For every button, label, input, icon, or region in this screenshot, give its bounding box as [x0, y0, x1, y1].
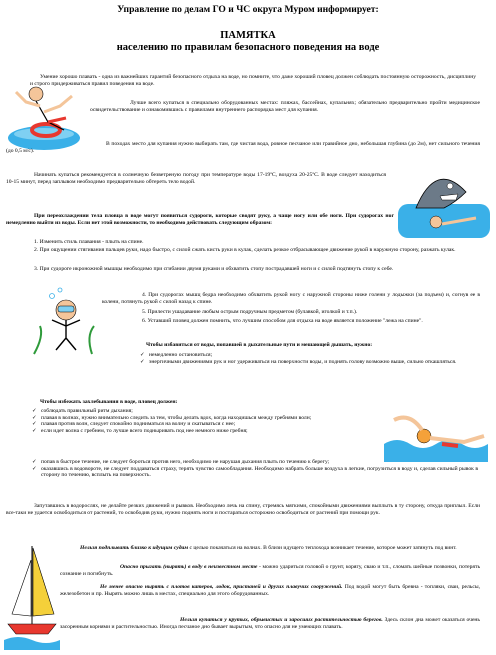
agency-header: Управление по делам ГО и ЧС округа Муром информирует: [117, 4, 379, 15]
breathing-item: ✓ энергичными движениями рук и ног удерживаться на поверхности воды, и поднять голову возможно выше, сильно откашляться. [138, 359, 480, 366]
final-emphasis-4: Нельзя купаться у крутых, обрывистых и заросших растительностью берегов. [180, 617, 383, 623]
final-emphasis-1: Нельзя подплывать близко к идущим судам [80, 545, 189, 551]
cramps-item-5: 5. Прилести ушадавание любым острым подручным предметом (булавкой, иголкой и т.п.). [142, 309, 358, 315]
final-paragraph-2 [60, 564, 480, 577]
final-emphasis-3: Не менее опасно нырять с плотов катеров, лодок, пристаней и других плавучих сооружений. [100, 584, 343, 590]
memo-subtitle: населению по правилам безопасного поведения на воде [116, 42, 380, 53]
intro-paragraph-4: Начинать купаться рекомендуется в солнечную безветреную погоду при температуре воды 17-19ºС, воздуха 20-25ºС. В воде следует находиться 10-15 минут, перед заплывом необходимо предварительно обтереть тело водой. [6, 172, 386, 185]
choking-item: ✓ попав в быстрое течение, не следует бороться против него, необходимо не нарушая дыхания плыть по течению к берегу; [30, 459, 478, 466]
cramps-item-3: 3. При судороге икроножной мышцы необходимо при сгибании двумя руками и обхватить стопу пострадавшей ноги и с силой подтянуть стопу к себе. [34, 266, 394, 272]
final-text-2: - можно удариться головой о грунт, корягу, сваю и т.п., сломать шейные позвонки, потерять сознание и погибнуть. [60, 564, 480, 577]
choking-list-top [30, 408, 378, 434]
final-emphasis-2: Опасно прыгать (нырять) в воду в неизвестном месте [120, 564, 258, 570]
cramps-item-4: 4. При судорогах мышц бедра необходимо обхватить рукой ногу с наружной стороны ниже голени у лодыжки (за подъем) и, согнув ее в колени, потянуть рукой с силой назад к спине. [102, 292, 480, 305]
choking-item: ✓ оказавшись в водовороте, не следует поддаваться страху, терять чувство самообладания. Необходимо набрать больше воздуха в легкие, погрузиться в воду и, сделав сильный рывок в сторону по течению, всплыть на поверхность. [30, 466, 478, 479]
intro-paragraph-2: Лучше всего купаться в специально оборудованных местах: пляжах, бассейнах, купальнях; обязательно предварительно пройти медицинское освидетельствование и ознакомившись с правилами внутреннего распорядка мест для купания. [90, 100, 480, 113]
final-text-4: Здесь склон дна может оказаться очень засоренным корнями и растительностью. Иногда песчаное дно бывает вырытым, что опасно для не умеющих плавать. [60, 617, 480, 630]
intro-paragraph-3: В походах место для купания нужно выбирать там, где чистая вода, ровное песчаное или гравийное дно, небольшая глубина (до 2м), нет сильного течения (до 0,5 м/с). [6, 141, 480, 154]
memo-title: ПАМЯТКА [220, 30, 276, 41]
final-text-1: с целью покачаться на волнах. В близи идущего теплохода возникает течение, которое может затянуть под винт. [188, 545, 457, 551]
choking-item: ✓ если идет волна с гребнем, то лучше всего подныривать под нее немного ниже гребня; [30, 428, 378, 435]
cramps-lead: При переохлаждении тела пловца в воде могут появиться судороги, которые сводят руку, а чаще ногу или обе ноги. При судорогах ног немедленно выйти из воды. Если нет этой возможности, то необходимо действовать следующим образом: [6, 213, 394, 226]
final-paragraph-1 [60, 545, 480, 552]
final-paragraph-4 [60, 617, 480, 630]
breathing-item: ✓ немедленно остановиться; [138, 352, 480, 359]
breathing-list [138, 352, 480, 365]
algae-paragraph: Запутавшись в водорослях, не делайте резких движений и рывков. Необходимо лечь на спину, стремясь мягкими, спокойными движениями выплыть в ту сторону, откуда приплыл. Если все-таки не удается освободиться от растений, то освободив руки, нужно поднять ноги и постараться осторожно освободиться от растений при помощи рук. [6, 503, 480, 516]
sailboat-illustration [4, 540, 60, 650]
cramps-item-2: 2. При ощущении стягивания пальцев руки, надо быстро, с силой сжать кисть руки в кулак, сделать резкое отбрасывающее движение рукой в наружную сторону, разжать кулак. [34, 247, 456, 253]
shark-illustration [396, 152, 492, 242]
cramps-item-6: 6. Уставший пловец должен помнить, что лучшим способом для отдыха на воде является положение "лежа на спине". [142, 318, 423, 324]
breathing-lead: Чтобы избавиться от воды, попавшей в дыхательные пути и мешающей дышать, нужно: [146, 342, 373, 348]
choking-item: ✓ соблюдать правильный ритм дыхания; [30, 408, 378, 415]
cramps-item-1: 1. Изменить стиль плавания - плыть на спине. [34, 239, 144, 245]
choking-item: ✓ плавая в волнах, нужно внимательно следить за тем, чтобы делать вдох, когда находишься между гребнями волн; [30, 415, 378, 422]
choking-item: ✓ плавая против волн, следует спокойно подниматься на волну и скатываться с нее; [30, 421, 378, 428]
choking-lead: Чтобы избежать захлебывания в воде, пловец должен: [40, 399, 178, 405]
final-paragraph-3 [60, 584, 480, 597]
final-text-3: Под водой могут быть бревна - топляки, сваи, рельсы, железобетон и пр. Нырять можно лишь в местах, специально для этого оборудованных. [60, 584, 480, 597]
intro-paragraph-1: Умение хорошо плавать - одна из важнейших гарантий безопасного отдыха на воде, но помните, что даже хороший пловец должен соблюдать постоянную осторожность, дисциплину и строго придерживаться правил поведения на воде. [30, 74, 476, 87]
crawl-swimmer-illustration [384, 406, 490, 462]
diver-illustration [30, 286, 102, 356]
